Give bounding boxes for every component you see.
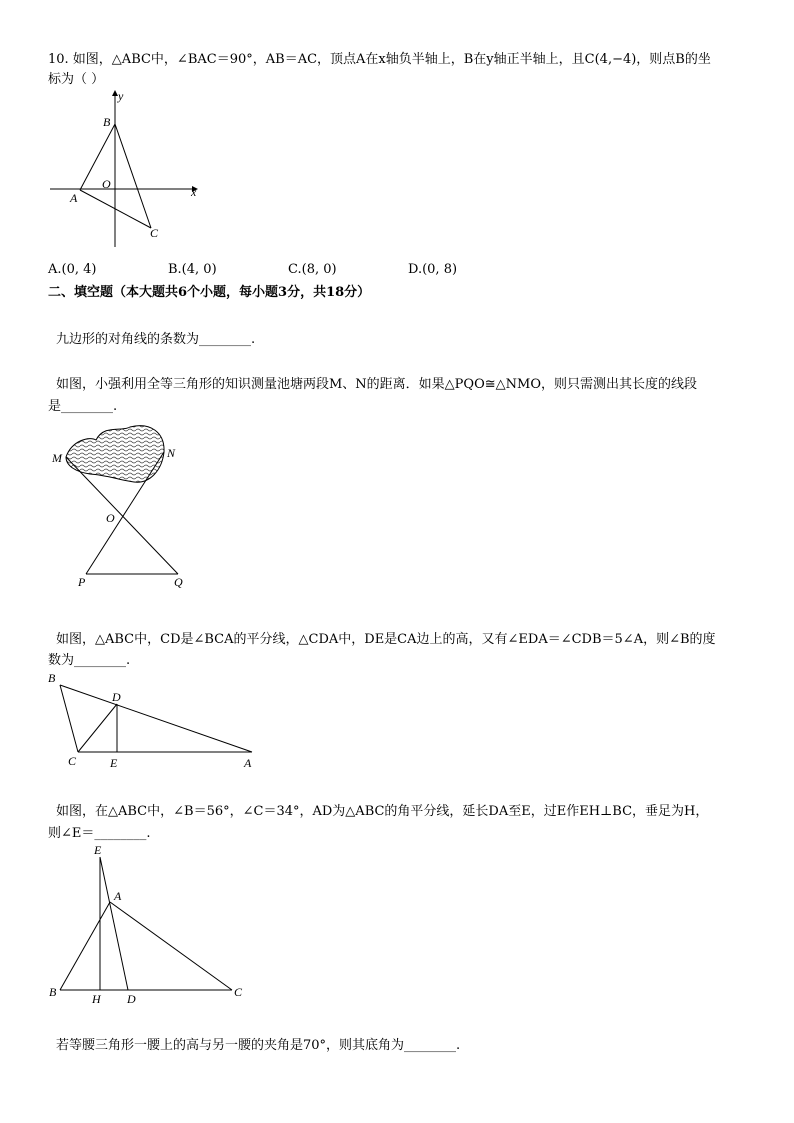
q10-line2: 标为（ ） xyxy=(48,72,105,87)
label-E: E xyxy=(94,843,102,857)
label-C: C xyxy=(234,985,243,999)
q14-line1: 如图，在△ABC中，∠B＝56°，∠C＝34°，AD为△ABC的角平分线，延长DA至E，过E作EH⊥BC，垂足为H， xyxy=(56,804,709,819)
q12-line1: 如图，小强利用全等三角形的知识测量池塘两段M、N的距离．如果△PQO≅△NMO，则只需测出其长度的线段 xyxy=(56,377,697,392)
segment-ed xyxy=(100,857,128,990)
label-O: O xyxy=(106,511,115,525)
label-P: P xyxy=(78,575,86,589)
q13-line2: 数为________. xyxy=(48,653,131,668)
label-y: y xyxy=(118,89,124,103)
label-A: A xyxy=(114,889,122,903)
section-title: 二、填空题（本大题共6个小题，每小题3分，共18分） xyxy=(48,285,371,300)
q10-option-b[interactable]: B.(4, 0) xyxy=(168,262,217,277)
label-E: E xyxy=(110,756,118,770)
label-N: N xyxy=(167,446,176,460)
label-O: O xyxy=(102,177,111,191)
label-D: D xyxy=(112,690,121,704)
label-D: D xyxy=(127,992,136,1006)
label-M: M xyxy=(52,451,62,465)
label-B: B xyxy=(48,671,56,685)
label-x: x xyxy=(191,185,197,199)
label-Q: Q xyxy=(174,575,183,589)
q10-option-d[interactable]: D.(0, 8) xyxy=(408,262,458,277)
label-C: C xyxy=(150,226,159,240)
q10-option-a[interactable]: A.(0, 4) xyxy=(48,262,97,277)
q13-line1: 如图，△ABC中，CD是∠BCA的平分线，△CDA中，DE是CA边上的高，又有∠EDA＝∠CDB＝5∠A，则∠B的度 xyxy=(56,632,716,647)
q14-line2: 则∠E＝________. xyxy=(48,826,151,841)
label-C: C xyxy=(68,754,77,768)
segment-ac xyxy=(110,902,232,990)
q10-line1: 10. 如图，△ABC中，∠BAC＝90°，AB＝AC，顶点A在x轴负半轴上，B在y轴正半轴上，且C(4,−4)，则点B的坐 xyxy=(48,52,711,67)
label-B: B xyxy=(103,115,111,129)
label-A: A xyxy=(70,191,78,205)
segment-ba xyxy=(60,902,110,990)
label-B: B xyxy=(49,985,57,999)
q15-text: 若等腰三角形一腰上的高与另一腰的夹角是70°，则其底角为________. xyxy=(56,1038,461,1053)
label-H: H xyxy=(92,992,101,1006)
q11-text: 九边形的对角线的条数为________. xyxy=(56,332,256,347)
q12-line2: 是________. xyxy=(48,399,118,414)
q10-option-c[interactable]: C.(8, 0) xyxy=(288,262,337,277)
label-A: A xyxy=(244,756,252,770)
